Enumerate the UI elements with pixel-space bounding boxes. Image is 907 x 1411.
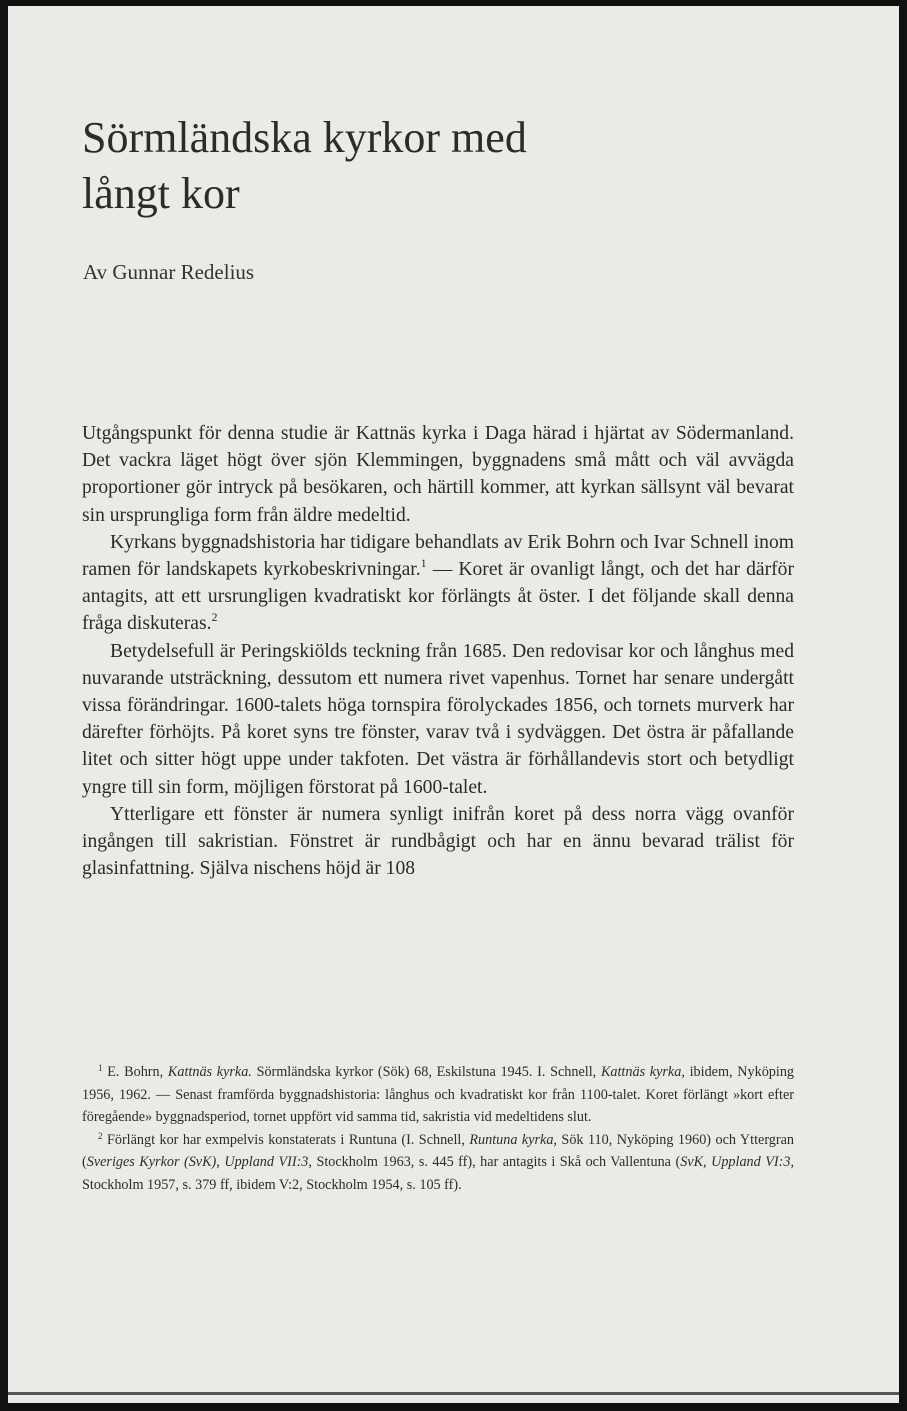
footnote-2-text-c: Stockholm 1963, s. 445 ff), har antagits i Skå och Vallentuna ( xyxy=(311,1154,681,1170)
paragraph-2-cont: — Koret är ovanligt långt, och det har därför antagits, att ett ursrungligen kvadratiskt kor förlängts åt öster. I det följande skall denna fråga diskuteras. xyxy=(82,559,794,635)
title-line-2: långt kor xyxy=(82,169,240,218)
article-body xyxy=(82,420,794,882)
author-byline: Av Gunnar Redelius xyxy=(83,260,255,284)
footnote-2-italic-a: Runtuna kyrka, xyxy=(469,1131,557,1148)
footnote-1 xyxy=(82,1061,794,1129)
paragraph-3: Betydelsefull är Peringskiölds teckning från 1685. Den redovisar kor och långhus med nuvarande utsträckning, dessutom ett numera rivet vapenhus. Tornet har senare undergått vissa förändringar. 1600-talets höga tornspira förolyckades 1856, och tornets murverk har därefter förhöjts. På koret syns tre fönster, varav två i sydväggen. Det östra är påfallande litet och sitter högt uppe under takfoten. Det västra är förhållandevis stort och betydligt yngre till sin form, möjligen förstorat på 1600-talet. xyxy=(82,640,794,798)
footnote-ref-2[interactable]: 2 xyxy=(211,610,218,625)
footnote-2-text-d: Stockholm 1957, s. 379 ff, ibidem V:2, Stockholm 1954, s. 105 ff). xyxy=(82,1176,462,1193)
footnote-2-number: 2 xyxy=(98,1130,103,1141)
footnote-1-number: 1 xyxy=(98,1063,103,1073)
footnote-1-text-b: Sörmländska kyrkor (Sök) 68, Eskilstuna 1945. I. Schnell, xyxy=(251,1064,601,1080)
title-line-1: Sörmländska kyrkor med xyxy=(82,113,527,162)
footnote-2-text-b: Sök 110, Nyköping 1960) och Yttergran ( xyxy=(82,1131,794,1170)
footnotes xyxy=(82,1061,794,1196)
paragraph-4: Ytterligare ett fönster är numera synligt inifrån koret på dess norra vägg ovanför ingången till sakristian. Fönstret är rundbågigt och har en ännu bevarad trälist för glasinfattning. Själva nischens höjd är 108 xyxy=(82,803,794,880)
footnote-1-text-c: ibidem, Nyköping 1956, 1962. — Senast framförda byggnadshistoria: långhus och kvadratiskt kor från 1100-talet. Koret förlängt »kort efter föregående» byggnadsperiod, tornet uppfört vid samma tid, sakristia vid medeltidens slut. xyxy=(82,1064,795,1125)
footnote-1-text-a: E. Bohrn, xyxy=(102,1064,168,1080)
paragraph-2-text: Kyrkans byggnadshistoria har tidigare behandlats av Erik Bohrn och Ivar Schnell inom ramen för landskapets kyrkobeskrivningar. xyxy=(82,531,794,581)
paragraph-1: Utgångspunkt för denna studie är Kattnäs kyrka i Daga härad i hjärtat av Södermanland. Det vackra läget högt över sjön Klemmingen, byggnadens små mått och väl avvägda proportioner gör intryck på besökaren, och härtill kommer, att kyrkan sällsynt väl bevarat sin ursprungliga form från äldre medeltid. xyxy=(82,423,794,526)
document-page xyxy=(8,6,899,1403)
footnote-ref-1[interactable]: 1 xyxy=(420,556,427,571)
footnote-1-italic-b: Kattnäs kyrka, xyxy=(600,1064,685,1080)
paragraph-2 xyxy=(82,529,794,638)
page-bottom-rule xyxy=(8,1392,899,1395)
footnote-2-italic-b: Sveriges Kyrkor (SvK), Uppland VII:3, xyxy=(86,1154,312,1170)
footnote-2-italic-c: SvK, Uppland VI:3, xyxy=(680,1154,794,1170)
footnote-1-italic-a: Kattnäs kyrka. xyxy=(167,1064,252,1080)
footnote-2 xyxy=(82,1129,794,1197)
footnote-2-text-a: Förlängt kor har exmpelvis konstaterats i Runtuna (I. Schnell, xyxy=(102,1131,470,1148)
article-title xyxy=(82,110,682,222)
